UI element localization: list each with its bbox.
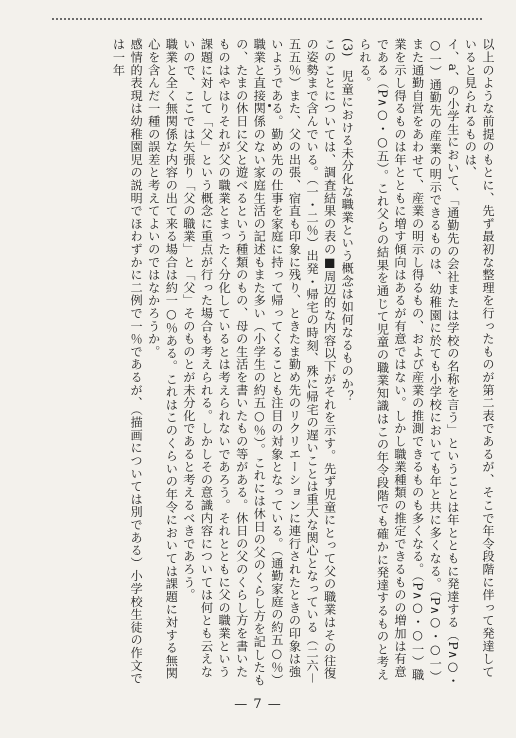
page-number: — 7 — <box>234 697 282 712</box>
paragraph-family-life: 職業と直接関係のない家庭生活の記述もまた多い（小学生の約五○％）。これには休日の父のくらし方を記したもの、たまの休日に父と遊べるという種類のもの、母の生活を書いたもの等がある。休日の父のくらし方を書いたものはやはりそれが父の職業とまったく分化しているとは考えられないであろう。それとともに父の職業という課題に対して「父」という概念に重点が行った場合も考えられる。しかしその意識内容については何とも云えないので、ここでは矢張り「父の職業」と「父」そのものとが未分化であると考えるべきであろう。 <box>181 38 267 687</box>
vertical-body-text <box>30 38 496 690</box>
top-dotted-rule <box>52 18 482 20</box>
paragraph-findings-a: イ、a、の小学生において、「通勤先の会社または学校の名称を言う」ということは年とともに発達する（P∧○・○一）通勤先の産業の明示できるものは、幼稚園に於ても小学校においても年と共に多くなる。（P∧○・○一）また通勤自営をあわせて、産業の明示し得るもの、および産業の推測できるものも多くなる。（P∧○・○一）職業を示し得るものは年とともに増す傾向はあるが有意ではない。しかし職業種類の推定できるものの増加は有意である（P∧○・○五）。これ父らの結果を通じて児童の職業知識はこの年令段階でも確かに発達するものと考えられる。 <box>357 38 460 688</box>
paragraph-intro: 以上のような前提のもとに、先ず最初な整理を行ったものが第二表であるが、そこで年令段階に伴って発達していると見られるものは、 <box>463 38 495 678</box>
paragraph-emotional-expression: 感情的表現は幼稚園児の説明でほわずかに二例で一％であるが、（描画については別である）小学校生徒の作文では一年 <box>111 38 144 685</box>
paragraph-unrelated-content: 職業と全く無関係な内容の出て来る場合は約一○％ある。これはこのくらいの年令においては課題に対する無関心を含んだ一種の誤差と考えてよいのではなかろうか。 <box>146 38 179 680</box>
paragraph-peripheral-content: このことについては、調査結果の表の■周辺的な内容以下がそれを示す。先ず児童にとって父の職業はその往復の姿勢まで含んでいる。（一・二％）出発・帰宅の時刻、殊に帰宅の遅いことは重大な関心となっている（二六－五五％）また、父の出張、宿直も印象に残り、ときたま勤め先のリクリエーションに連行されたときの印象は強いようである。勤め先の仕事を家庭に持って帰ってくることも注目の対象となっている。（通勤家庭の約五○％） <box>269 38 337 687</box>
section-heading-3: (3) 児童における未分化な職業という概念は如何なるものか？ <box>340 38 355 403</box>
